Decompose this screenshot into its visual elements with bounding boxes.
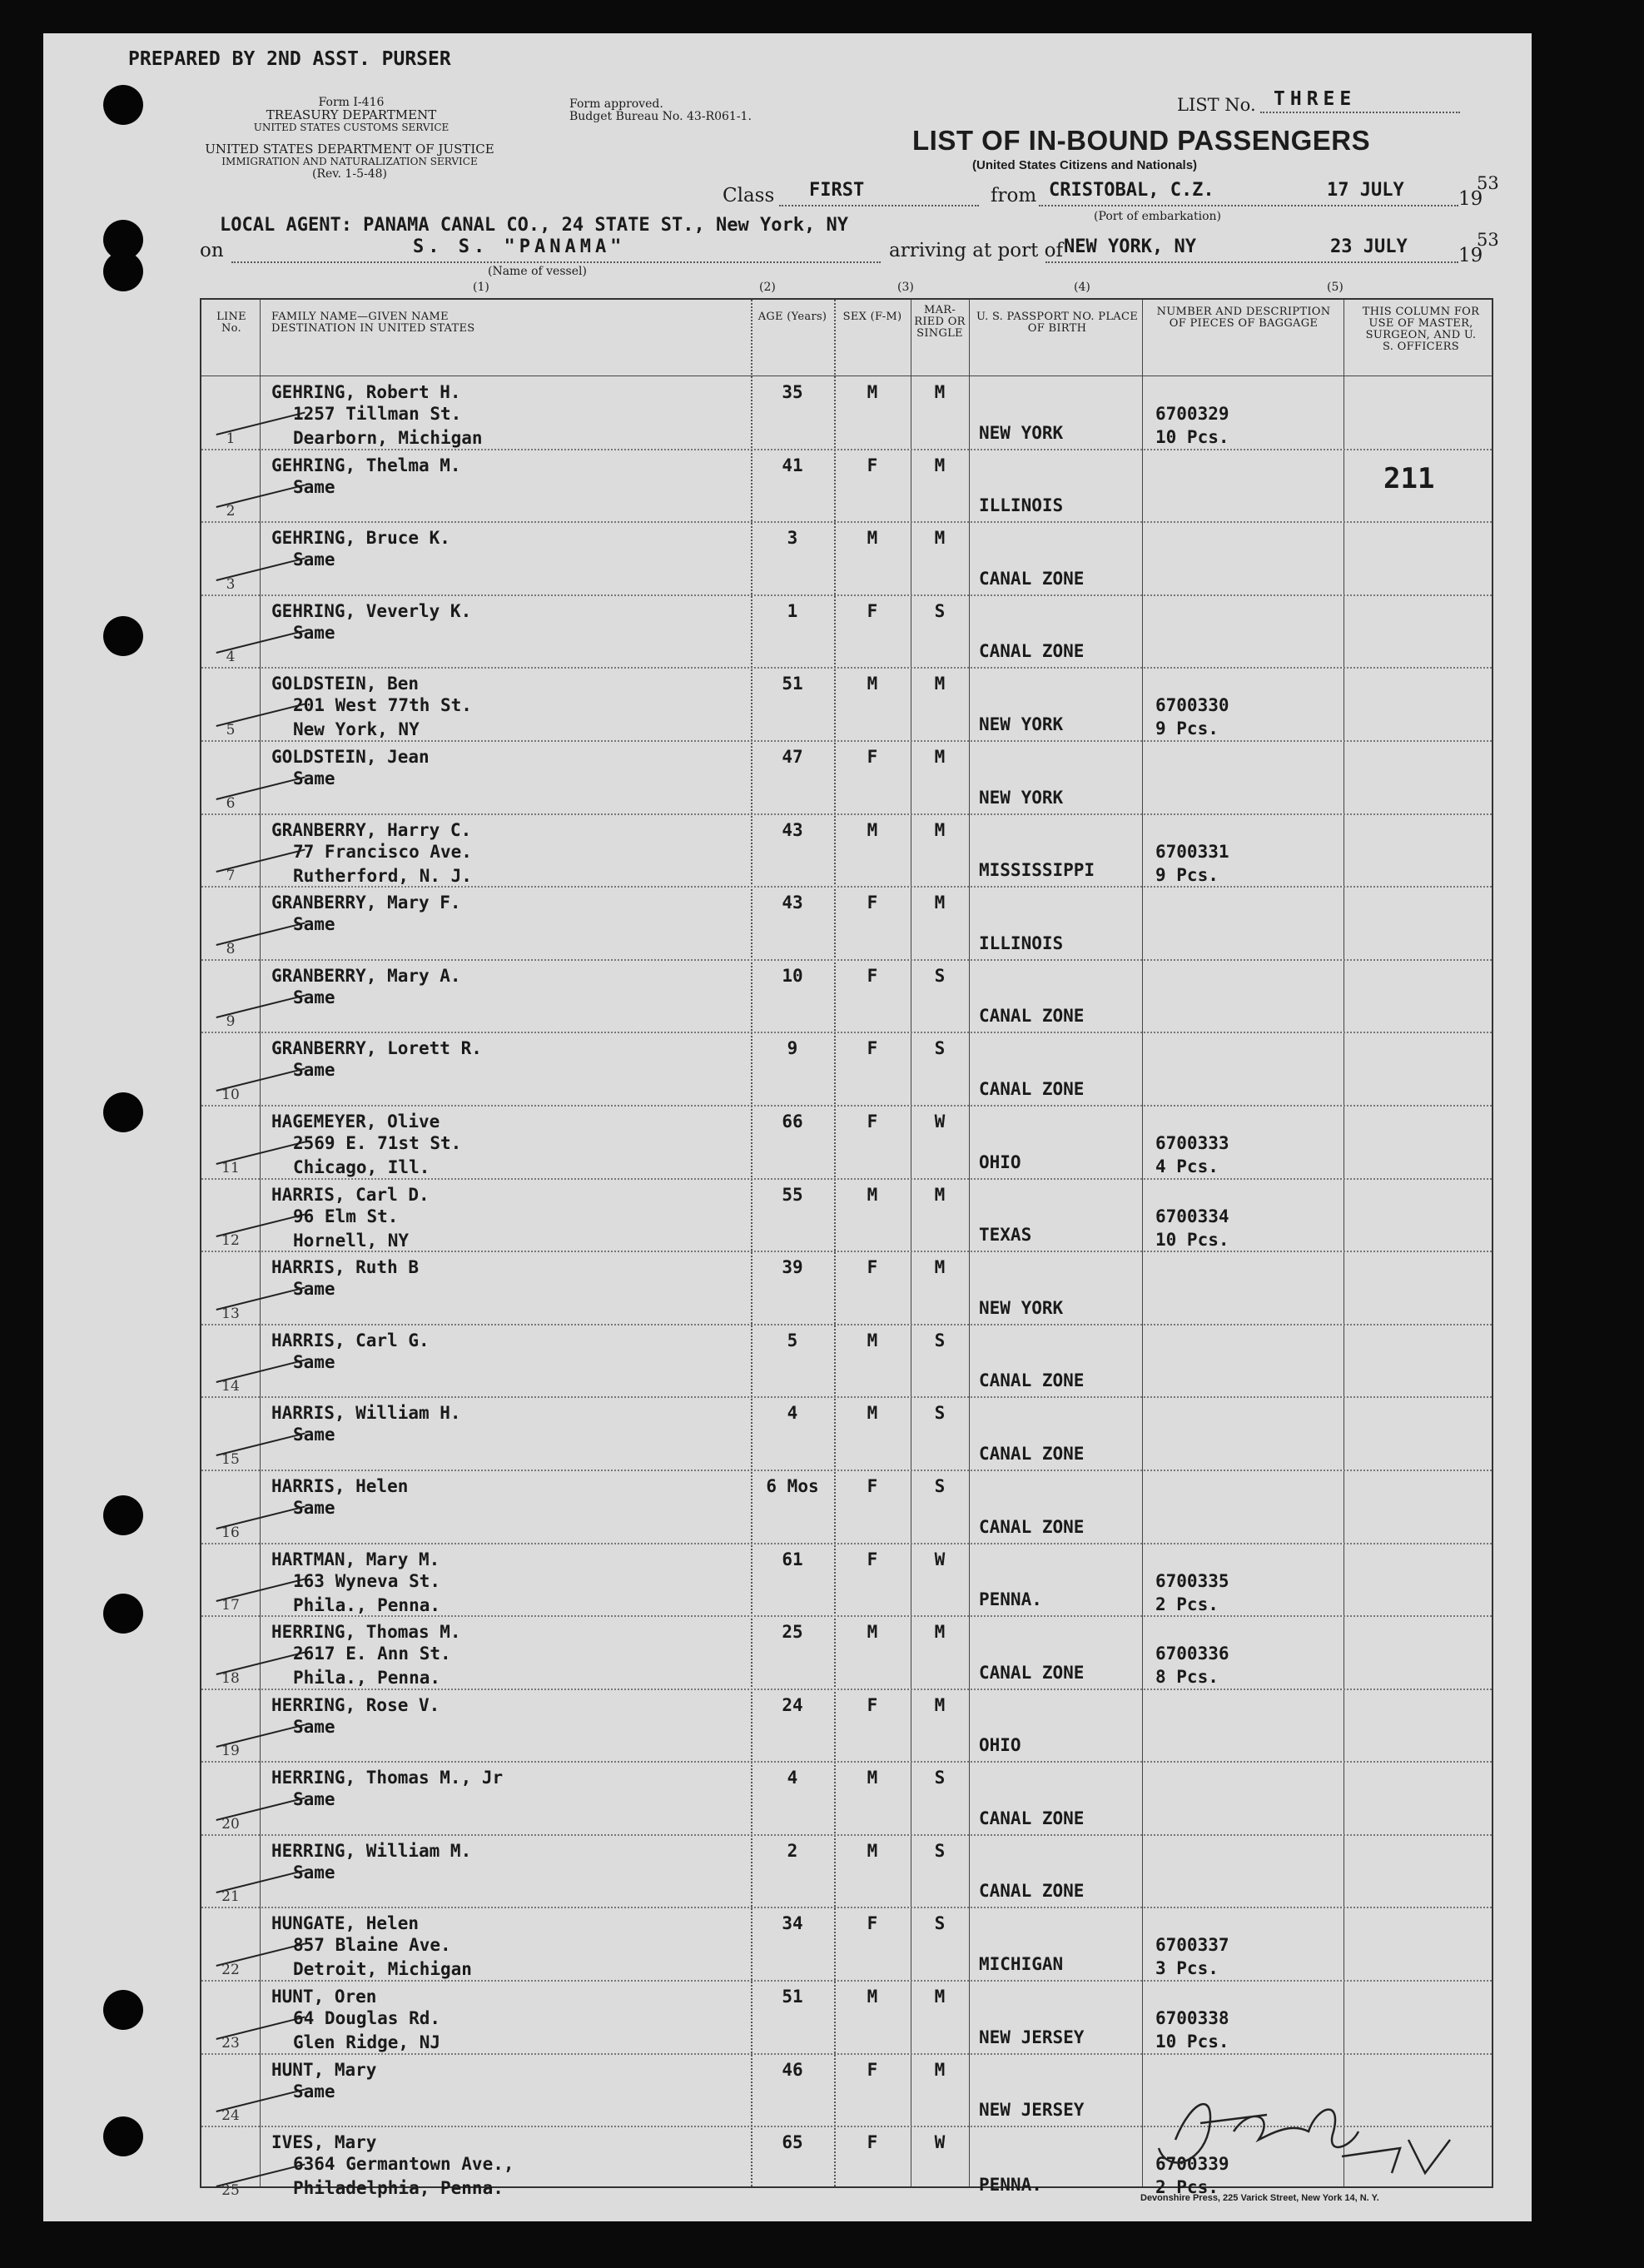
baggage-number: 6700336 [1155,1644,1229,1664]
col-num-4: (4) [1074,281,1090,294]
table-row [201,1982,1492,2055]
baggage-pieces: 9 Pcs. [1155,719,1219,739]
place-of-birth: CANAL ZONE [979,1516,1085,1537]
table-row [201,1252,1492,1325]
table-row [201,1908,1492,1982]
list-no-field: THREE [1260,90,1460,113]
marital-status: M [934,1694,946,1715]
age: 24 [782,1694,803,1715]
line-number: 10 [221,1086,240,1103]
sex: F [867,965,878,986]
line-number: 12 [221,1232,240,1250]
line-number: 22 [221,1962,240,1979]
sex: F [867,1475,878,1496]
col-header-baggage: NUMBER AND DESCRIPTION OF PIECES OF BAGGAGE [1156,306,1331,330]
prepared-by: PREPARED BY 2ND ASST. PURSER [128,48,451,70]
table-row [201,596,1492,669]
marital-status: M [934,1622,946,1643]
age: 47 [782,746,803,767]
on-label: on [200,240,224,261]
age: 55 [782,1184,803,1205]
from-label: from [991,185,1037,206]
line-number: 21 [221,1888,240,1906]
punch-hole [103,251,143,291]
destination-line: Same [293,1862,335,1883]
marital-status: S [934,1475,946,1496]
line-number: 19 [221,1743,240,1760]
sex: M [867,674,878,694]
baggage-number: 6700329 [1155,404,1229,424]
treasury-block: Form I-416 TREASURY DEPARTMENT UNITED STATES CUSTOMS SERVICE [253,96,449,133]
sex: F [867,2132,878,2153]
passenger-name: GEHRING, Robert H. [271,382,461,402]
place-of-birth: ILLINOIS [979,495,1064,516]
passenger-name: IVES, Mary [271,2132,377,2153]
line-number: 8 [226,940,236,957]
line-number: 11 [221,1159,240,1176]
age: 46 [782,2059,803,2080]
col-header-name: FAMILY NAME—GIVEN NAME DESTINATION IN UNITED STATES [271,311,475,335]
sex: F [867,2059,878,2080]
table-row [201,669,1492,742]
baggage-number: 6700337 [1155,1935,1229,1956]
manifest-page [43,33,1532,2221]
form-approved: Form approved. Budget Bureau No. 43-R061-1. [569,97,752,123]
line-number: 15 [221,1450,240,1468]
baggage-pieces: 9 Pcs. [1155,864,1219,885]
destination-line: Same [293,1789,335,1810]
marital-status: M [934,1184,946,1205]
sex: F [867,1257,878,1278]
passenger-name: GRANBERRY, Mary A. [271,965,461,986]
destination-line: 96 Elm St. [293,1206,399,1226]
baggage-pieces: 8 Pcs. [1155,1667,1219,1688]
table-row [201,888,1492,961]
age: 51 [782,1987,803,2007]
age: 2 [787,1840,798,1861]
destination-line: Phila., Penna. [293,1668,441,1689]
age: 34 [782,1913,803,1934]
sex: F [867,600,878,621]
col-header-age: AGE (Years) [757,311,827,323]
destination-line: 77 Francisco Ave. [293,841,472,862]
marital-status: M [934,819,946,840]
line-number: 25 [221,2181,240,2199]
destination-line: Same [293,622,335,643]
sex: F [867,455,878,475]
sex: M [867,1840,878,1861]
marital-status: S [934,1403,946,1424]
passenger-name: HARTMAN, Mary M. [271,1549,440,1569]
place-of-birth: OHIO [979,1735,1021,1756]
destination-line: Chicago, Ill. [293,1156,430,1177]
page-subtitle: (United States Citizens and Nationals) [972,158,1198,172]
marital-status: S [934,600,946,621]
age: 65 [782,2132,803,2153]
vessel-field: S. S. "PANAMA" [231,236,881,263]
marital-status: S [934,1038,946,1059]
place-of-birth: NEW JERSEY [979,2100,1085,2121]
line-number: 3 [226,575,236,593]
passenger-name: HARRIS, Carl G. [271,1330,430,1350]
destination-line: Same [293,1716,335,1737]
destination-line: Glen Ridge, NJ [293,2032,441,2053]
punch-hole [103,1990,143,2030]
passenger-name: GEHRING, Bruce K. [271,528,450,549]
passenger-name: HARRIS, William H. [271,1403,461,1424]
age: 39 [782,1257,803,1278]
destination-line: Dearborn, Michigan [293,428,483,448]
officer-note: 211 [1383,461,1435,495]
col-num-2: (2) [759,281,776,294]
place-of-birth: MICHIGAN [979,1954,1064,1975]
marital-status: W [934,1111,946,1132]
printer-credit: Devonshire Press, 225 Varick Street, New York 14, N. Y. [1140,2193,1379,2203]
justice-block: UNITED STATES DEPARTMENT OF JUSTICE IMMIGRATION AND NATURALIZATION SERVICE (Rev. 1-5-48) [205,142,494,181]
line-number: 17 [221,1597,240,1614]
destination-line: Same [293,1497,335,1518]
table-row [201,815,1492,888]
punch-hole [103,85,143,125]
class-field: FIRST [779,180,979,206]
passenger-name: HERRING, William M. [271,1840,472,1861]
age: 1 [787,600,798,621]
age: 51 [782,674,803,694]
table-row [201,1471,1492,1544]
baggage-number: 6700338 [1155,2008,1229,2029]
line-number: 4 [226,649,236,666]
place-of-birth: CANAL ZONE [979,1370,1085,1391]
marital-status: M [934,893,946,913]
marital-status: S [934,1330,946,1350]
table-row [201,1180,1492,1253]
port-embark-label: (Port of embarkation) [1094,210,1221,223]
col-header-passport: U. S. PASSPORT NO. PLACE OF BIRTH [976,311,1138,335]
age: 25 [782,1622,803,1643]
passenger-name: GOLDSTEIN, Jean [271,746,430,767]
marital-status: W [934,2132,946,2153]
sex: F [867,1038,878,1059]
marital-status: S [934,965,946,986]
destination-line: Same [293,550,335,570]
place-of-birth: CANAL ZONE [979,641,1085,662]
destination-line: 857 Blaine Ave. [293,1935,451,1956]
passenger-name: GRANBERRY, Lorett R. [271,1038,482,1059]
place-of-birth: PENNA. [979,1589,1042,1610]
place-of-birth: CANAL ZONE [979,1808,1085,1828]
destination-line: Same [293,768,335,788]
place-of-birth: CANAL ZONE [979,1443,1085,1464]
table-row [201,1033,1492,1107]
place-of-birth: TEXAS [979,1225,1032,1246]
sex: M [867,1768,878,1788]
destination-line: Same [293,987,335,1007]
place-of-birth: NEW YORK [979,1297,1064,1318]
sex: M [867,1330,878,1350]
line-number: 20 [221,1815,240,1833]
sex: M [867,528,878,549]
baggage-pieces: 10 Pcs. [1155,427,1229,447]
passenger-name: HUNT, Mary [271,2059,377,2080]
marital-status: S [934,1913,946,1934]
age: 6 Mos [766,1475,819,1496]
place-of-birth: CANAL ZONE [979,1881,1085,1902]
passenger-name: HERRING, Rose V. [271,1694,440,1715]
sex: M [867,382,878,402]
table-row [201,1398,1492,1471]
col-num-3: (3) [897,281,914,294]
passenger-name: HUNGATE, Helen [271,1913,420,1934]
class-label: Class [723,185,775,206]
place-of-birth: CANAL ZONE [979,568,1085,589]
page-title: LIST OF IN-BOUND PASSENGERS [912,125,1371,156]
age: 5 [787,1330,798,1350]
line-number: 23 [221,2034,240,2052]
age: 66 [782,1111,803,1132]
place-of-birth: CANAL ZONE [979,1662,1085,1683]
age: 9 [787,1038,798,1059]
marital-status: M [934,2059,946,2080]
place-of-birth: CANAL ZONE [979,1078,1085,1099]
punch-hole [103,1495,143,1535]
passenger-name: GRANBERRY, Harry C. [271,819,472,840]
passenger-name: HAGEMEYER, Olive [271,1111,440,1132]
sex: F [867,746,878,767]
passenger-name: HUNT, Oren [271,1987,377,2007]
baggage-number: 6700330 [1155,695,1229,716]
list-no-label: LIST No. [1177,95,1256,115]
line-number: 2 [226,503,236,520]
table-row [201,450,1492,524]
table-row [201,1617,1492,1690]
table-row [201,1107,1492,1180]
passenger-name: GEHRING, Thelma M. [271,455,461,475]
vessel-label: (Name of vessel) [488,265,587,278]
place-of-birth: NEW YORK [979,714,1064,734]
from-field: CRISTOBAL, C.Z. 17 JULY [1039,180,1458,206]
destination-line: Detroit, Michigan [293,1959,472,1980]
sex: M [867,1403,878,1424]
age: 3 [787,528,798,549]
line-number: 13 [221,1305,240,1322]
local-agent: LOCAL AGENT: PANAMA CANAL CO., 24 STATE ST., New York, NY [220,215,848,236]
marital-status: M [934,528,946,549]
place-of-birth: NEW YORK [979,422,1064,443]
line-number: 16 [221,1524,240,1541]
line-number: 14 [221,1378,240,1395]
baggage-pieces: 10 Pcs. [1155,2032,1229,2052]
destination-line: Same [293,1279,335,1300]
age: 43 [782,893,803,913]
handwritten-signature [1150,2081,1483,2181]
col-header-married: MAR-RIED OR SINGLE [914,304,966,340]
destination-line: Philadelphia, Penna. [293,2178,504,2199]
arrival-year-prefix: 19 [1458,245,1483,266]
place-of-birth: MISSISSIPPI [979,860,1095,881]
marital-status: M [934,1257,946,1278]
marital-status: M [934,382,946,402]
destination-line: Hornell, NY [293,1230,410,1251]
destination-line: Same [293,1425,335,1445]
sex: F [867,1913,878,1934]
table-row [201,961,1492,1034]
line-number: 9 [226,1013,236,1031]
marital-status: M [934,455,946,475]
depart-year: 53 [1477,173,1499,193]
passenger-name: GEHRING, Veverly K. [271,600,472,621]
passenger-name: HERRING, Thomas M. [271,1622,461,1643]
passenger-name: HERRING, Thomas M., Jr [271,1768,504,1788]
age: 4 [787,1768,798,1788]
sex: F [867,1111,878,1132]
destination-line: 2569 E. 71st St. [293,1132,462,1153]
punch-hole [103,616,143,656]
col-header-officers: THIS COLUMN FOR USE OF MASTER, SURGEON, AND U. S. OFFICERS [1362,306,1480,353]
destination-line: Same [293,1351,335,1372]
destination-line: 64 Douglas Rd. [293,2008,441,2029]
destination-line: New York, NY [293,719,420,740]
table-row [201,742,1492,815]
marital-status: M [934,1987,946,2007]
destination-line: 1257 Tillman St. [293,404,462,424]
baggage-number: 6700331 [1155,841,1229,862]
baggage-number: 6700334 [1155,1206,1229,1226]
age: 61 [782,1549,803,1569]
destination-line: 6364 Germantown Ave., [293,2154,514,2175]
sex: M [867,819,878,840]
place-of-birth: OHIO [979,1151,1021,1172]
place-of-birth: NEW YORK [979,787,1064,808]
place-of-birth: NEW JERSEY [979,2027,1085,2047]
col-header-line: LINE No. [216,311,246,335]
line-number: 1 [226,430,236,447]
sex: F [867,893,878,913]
age: 4 [787,1403,798,1424]
destination-line: 2617 E. Ann St. [293,1644,451,1664]
destination-line: Rutherford, N. J. [293,865,472,886]
line-number: 18 [221,1669,240,1687]
sex: F [867,1694,878,1715]
punch-hole [103,1594,143,1634]
sex: M [867,1987,878,2007]
age: 10 [782,965,803,986]
table-row [201,1763,1492,1836]
marital-status: M [934,674,946,694]
baggage-pieces: 4 Pcs. [1155,1156,1219,1176]
destination-line: Same [293,2081,335,2101]
baggage-pieces: 2 Pcs. [1155,1594,1219,1614]
passenger-name: GRANBERRY, Mary F. [271,893,461,913]
table-row [201,1690,1492,1763]
line-number: 5 [226,721,236,739]
punch-hole [103,2116,143,2156]
baggage-pieces: 2 Pcs. [1155,2177,1219,2198]
table-row [201,377,1492,450]
passenger-name: GOLDSTEIN, Ben [271,674,420,694]
marital-status: M [934,746,946,767]
baggage-pieces: 3 Pcs. [1155,1958,1219,1979]
passenger-name: HARRIS, Carl D. [271,1184,430,1205]
baggage-pieces: 10 Pcs. [1155,1229,1229,1250]
sex: M [867,1184,878,1205]
col-num-5: (5) [1327,281,1344,294]
place-of-birth: ILLINOIS [979,933,1064,953]
baggage-number: 6700333 [1155,1132,1229,1153]
punch-hole [103,1092,143,1132]
marital-status: W [934,1549,946,1569]
place-of-birth: CANAL ZONE [979,1006,1085,1027]
arrival-field: NEW YORK, NY 23 JULY [1046,236,1458,263]
marital-status: S [934,1768,946,1788]
destination-line: Same [293,914,335,935]
destination-line: Same [293,476,335,497]
passenger-name: HARRIS, Ruth B [271,1257,420,1278]
sex: F [867,1549,878,1569]
arrival-year: 53 [1477,230,1499,250]
age: 35 [782,382,803,402]
age: 41 [782,455,803,475]
table-row [201,523,1492,596]
destination-line: Phila., Penna. [293,1594,441,1615]
destination-line: 163 Wyneva St. [293,1570,441,1591]
destination-line: Same [293,1060,335,1081]
destination-line: 201 West 77th St. [293,695,472,716]
baggage-number: 6700339 [1155,2154,1229,2175]
passenger-name: HARRIS, Helen [271,1475,409,1496]
arriving-label: arriving at port of [889,240,1063,261]
place-of-birth: PENNA. [979,2174,1042,2195]
sex: M [867,1622,878,1643]
line-number: 6 [226,794,236,812]
marital-status: S [934,1840,946,1861]
col-header-sex: SEX (F-M) [842,311,902,323]
line-number: 24 [221,2107,240,2125]
table-row [201,1836,1492,1909]
age: 43 [782,819,803,840]
depart-year-prefix: 19 [1458,188,1483,210]
table-row [201,1544,1492,1618]
line-number: 7 [226,868,236,885]
table-row [201,1325,1492,1399]
baggage-number: 6700335 [1155,1570,1229,1591]
col-num-1: (1) [473,281,489,294]
